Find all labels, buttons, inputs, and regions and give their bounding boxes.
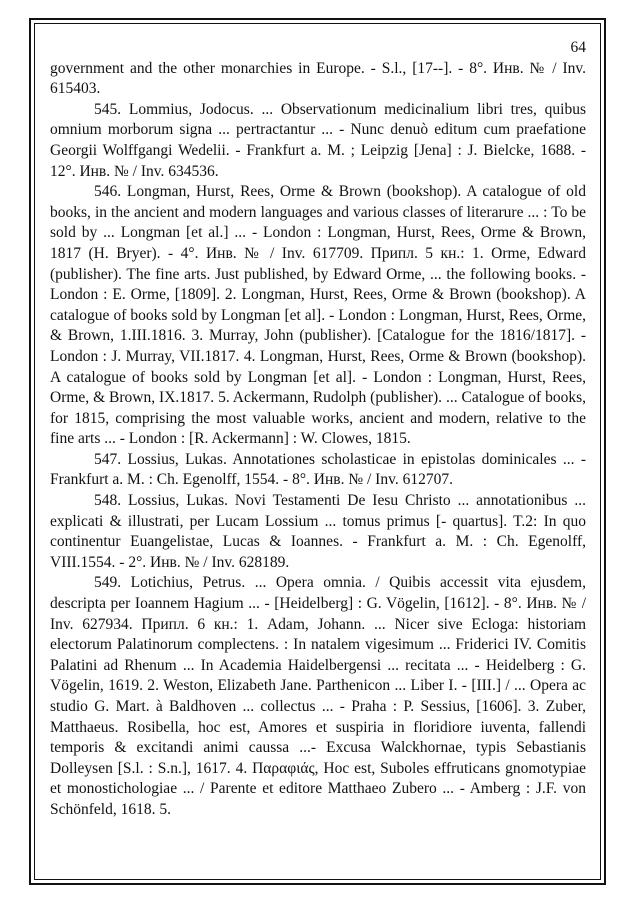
page-number: 64	[570, 39, 586, 56]
entry-continuation: government and the other monarchies in Europe. - S.l., [17--]. - 8°. Инв. № / Inv. 615403.	[50, 59, 586, 98]
entry-548: 548. Lossius, Lukas. Novi Testamenti De Iesu Christo ... annotationibus ... explicati & illustrati, per Lucam Lossium ... tomus primus [- quartus]. T.2: In quo continentur Euangelistae, Lucas & Ioannes. - Frankfurt a. M. : Ch. Egenolff, VIII.1554. - 2°. Инв. № / Inv. 628189.	[50, 492, 586, 571]
page-content	[50, 38, 586, 821]
entry-546: 546. Longman, Hurst, Rees, Orme & Brown (bookshop). A catalogue of old books, in the ancient and modern languages and various classes of literarure ... : To be sold by ... Longman [et al.] ... - London : Longman, Hurst, Rees, Orme & Brown, 1817 (H. Bryer). - 4°. Инв. № / Inv. 617709. Припл. 5 кн.: 1. Orme, Edward (publisher). The fine arts. Just published, by Edward Orme, ... the following books. - London : E. Orme, [1809]. 2. Longman, Hurst, Rees, Orme & Brown (bookshop). A catalogue of books sold by Longman [et al]. - London : Longman, Hurst, Rees, Orme, & Brown, 1.III.1816. 3. Murray, John (publisher). [Catalogue for the 1816/1817]. - London : J. Murray, VII.1817. 4. Longman, Hurst, Rees, Orme & Brown (bookshop). A catalogue of books sold by Longman [et al]. - London : Longman, Hurst, Rees, Orme, & Brown, IX.1817. 5. Ackermann, Rudolph (publisher). ... Catalogue of books, for 1815, comprising the most valuable works, ancient and modern, relative to the fine arts ... - London : [R. Ackermann] : W. Clowes, 1815.	[50, 183, 586, 448]
entry-545: 545. Lommius, Jodocus. ... Observationum medicinalium libri tres, quibus omnium morborum signa ... pertractantur ... - Nunc denuò editum cum praefatione Georgii Wolffgangi Wedelii. - Frankfurt a. M. ; Leipzig [Jena] : J. Bielcke, 1688. - 12°. Инв. № / Inv. 634536.	[50, 100, 586, 180]
entry-547: 547. Lossius, Lukas. Annotationes scholasticae in epistolas dominicales ... - Frankfurt a. M. : Ch. Egenolff, 1554. - 8°. Инв. № / Inv. 612707.	[50, 450, 586, 489]
entry-549: 549. Lotichius, Petrus. ... Opera omnia. / Quibis accessit vita ejusdem, descripta per Ioannem Hagium ... - [Heidelberg] : G. Vögelin, [1612]. - 8°. Инв. № / Inv. 627934. Припл. 6 кн.: 1. Adam, Johann. ... Nicer sive Ecloga: historiam electorum Palatinorum complectens. : In natalem vigesimum ... Friderici IV. Comitis Palatini ad Rhenum ... In Academia Haidelbergensi ... recitata ... - Heidelberg : G. Vögelin, 1619. 2. Weston, Elizabeth Jane. Parthenicon ... Liber I. - [III.] / ... Opera ac studio G. Mart. à Baldhoven ... collectus ... - Praha : P. Sessius, [1606]. 3. Zuber, Matthaeus. Rosibella, hoc est, Amores et suspiria in floridiore iuventa, fallendi temporis & excitandi animi caussa ...- Excusa Walckhornae, typis Sebastianis Dolleysen [S.l. : S.n.], 1617. 4. Παραφιάς, Hoc est, Suboles effruticans gnomotypiae et monostichologiae ... / Parente et editore Matthaeo Zubero ... - Amberg : J.F. von Schönfeld, 1618. 5.	[50, 574, 586, 818]
